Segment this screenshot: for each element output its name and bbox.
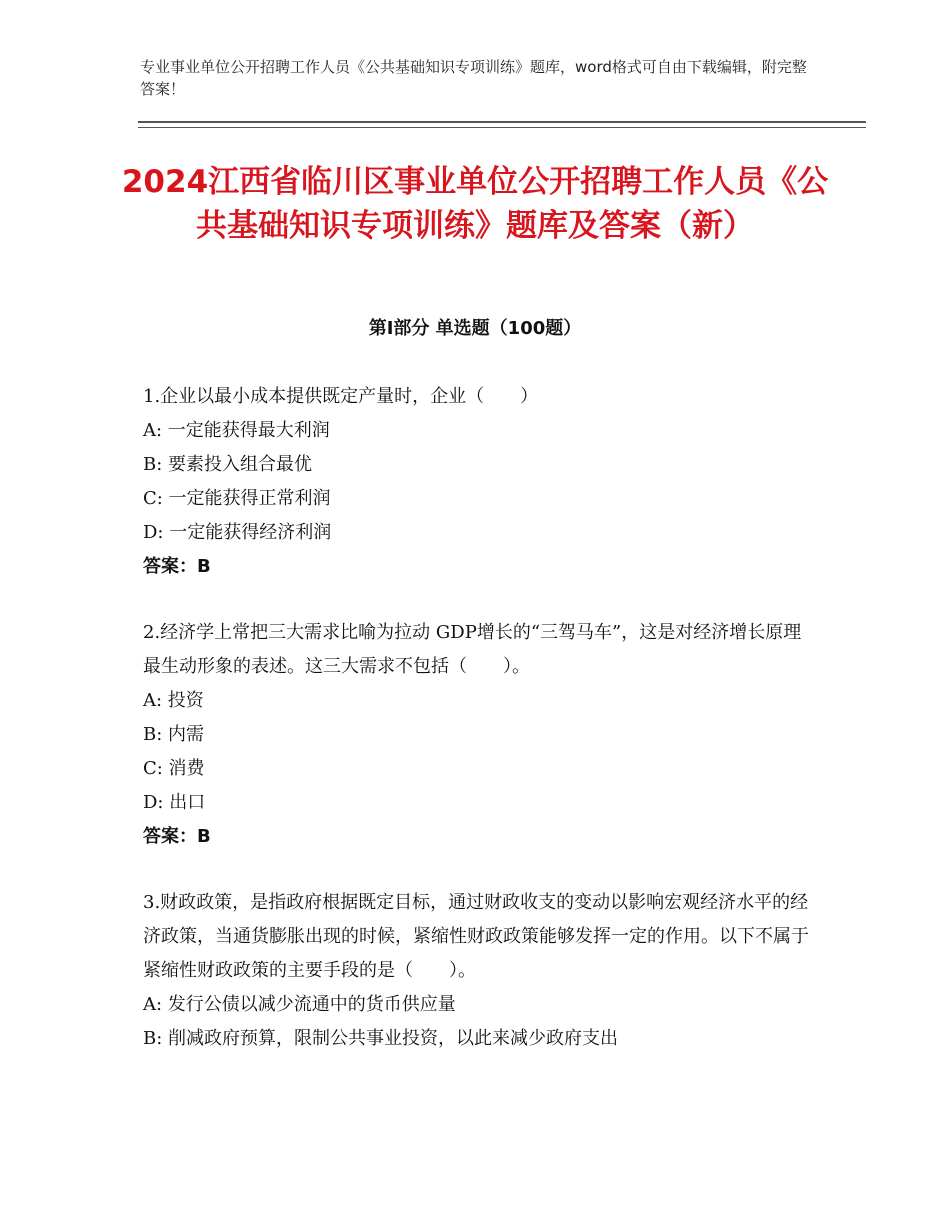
option-a: A: 投资 — [143, 690, 204, 711]
question-stem: 2.经济学上常把三大需求比喻为拉动 GDP增长的“三驾马车”，这是对经济增长原理最生动形象的表述。这三大需求不包括（ ）。 — [143, 622, 802, 677]
section-title: 第Ⅰ部分 单选题（100题） — [368, 318, 582, 339]
option-c: C: 消费 — [143, 758, 205, 779]
question-stem: 3.财政政策，是指政府根据既定目标，通过财政收支的变动以影响宏观经济水平的经济政策，当通货膨胀出现的时候，紧缩性财政政策能够发挥一定的作用。以下不属于紧缩性财政政策的主要手段的是（ ）。 — [143, 892, 809, 981]
option-b: B: 削减政府预算，限制公共事业投资，以此来减少政府支出 — [143, 1028, 619, 1049]
option-d: D: 一定能获得经济利润 — [143, 522, 332, 543]
answer: 答案：B — [143, 556, 211, 577]
answer: 答案：B — [143, 826, 211, 847]
option-d: D: 出口 — [143, 792, 206, 813]
option-b: B: 要素投入组合最优 — [143, 454, 313, 475]
question-stem: 1.企业以最小成本提供既定产量时，企业（ ） — [143, 386, 539, 407]
header-divider — [138, 121, 866, 128]
question-3 — [143, 886, 813, 1056]
option-a: A: 发行公债以减少流通中的货币供应量 — [143, 994, 456, 1015]
header-note: 专业事业单位公开招聘工作人员《公共基础知识专项训练》题库，word格式可自由下载编辑，附完整答案！ — [140, 58, 807, 98]
question-2 — [143, 616, 813, 854]
option-a: A: 一定能获得最大利润 — [143, 420, 330, 441]
question-1 — [143, 380, 813, 584]
option-c: C: 一定能获得正常利润 — [143, 488, 331, 509]
option-b: B: 内需 — [143, 724, 205, 745]
document-title: 2024江西省临川区事业单位公开招聘工作人员《公共基础知识专项训练》题库及答案（新） — [121, 164, 829, 244]
question-list — [143, 380, 813, 1088]
